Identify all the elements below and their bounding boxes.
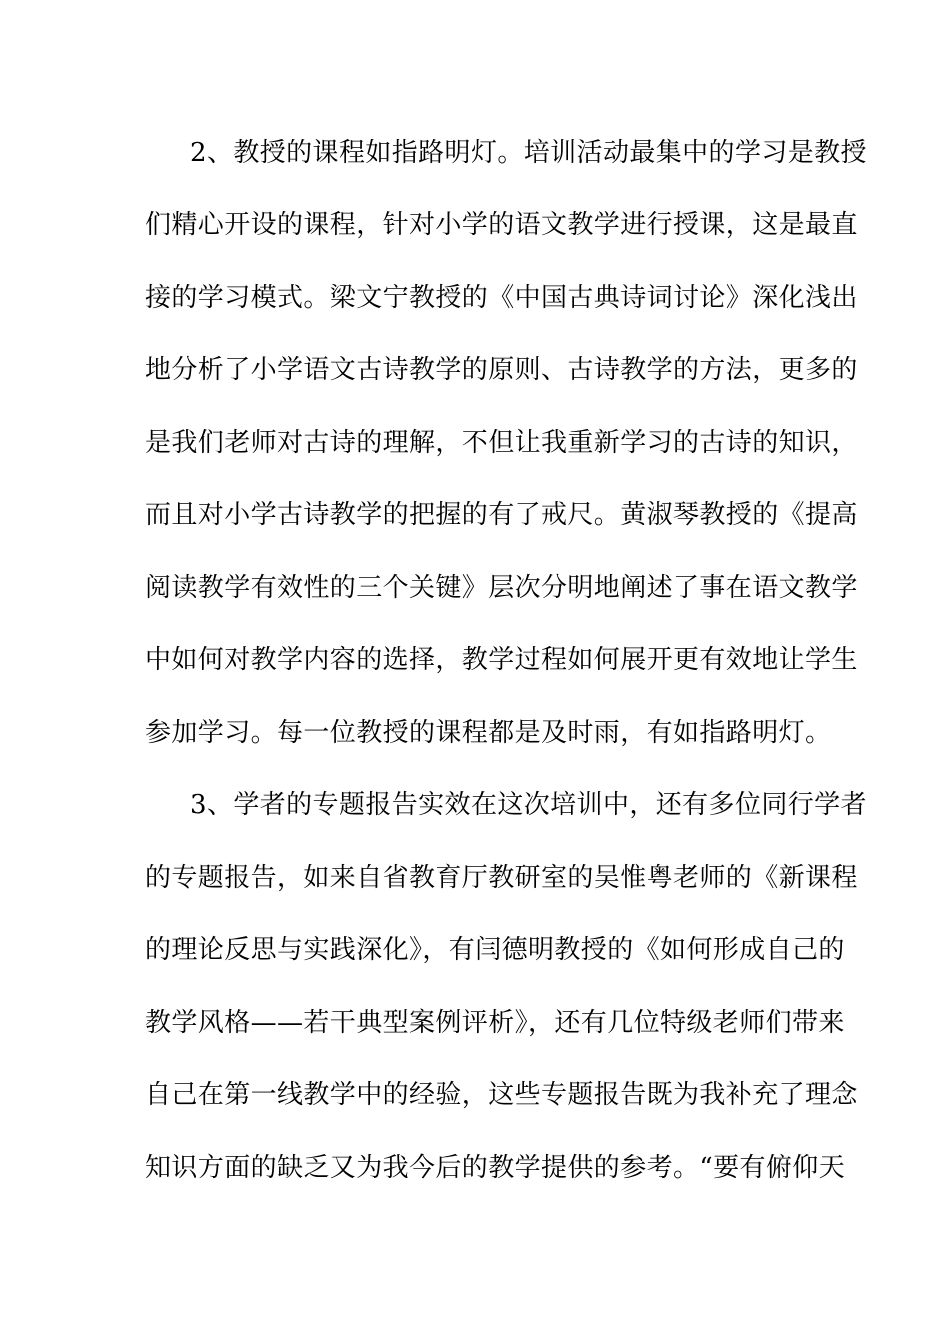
paragraph-3-line-1: 3、学者的专题报告实效在这次培训中，还有多位同行学者 — [190, 790, 867, 820]
paragraph-2-line-1: 2、教授的课程如指路明灯。培训活动最集中的学习是教授 — [190, 138, 867, 168]
paragraph-3-line-6: 知识方面的缺乏又为我今后的教学提供的参考。“要有俯仰天 — [145, 1153, 846, 1183]
paragraph-3-line-5: 自己在第一线教学中的经验，这些专题报告既为我补充了理念 — [145, 1080, 858, 1110]
paragraph-2-line-2: 们精心开设的课程，针对小学的语文教学进行授课，这是最直 — [145, 210, 858, 240]
paragraph-3-line-4: 教学风格——若干典型案例评析》，还有几位特级老师们带来 — [145, 1008, 845, 1038]
paragraph-2-line-9: 参加学习。每一位教授的课程都是及时雨，有如指路明灯。 — [145, 718, 832, 748]
paragraph-2-line-8: 中如何对教学内容的选择，教学过程如何展开更有效地让学生 — [145, 645, 858, 675]
paragraph-2-line-3: 接的学习模式。梁文宁教授的《中国古典诗词讨论》深化浅出 — [145, 283, 858, 313]
paragraph-3-line-3: 的理论反思与实践深化》，有闫德明教授的《如何形成自己的 — [145, 935, 845, 965]
paragraph-2-line-6: 而且对小学古诗教学的把握的有了戒尺。黄淑琴教授的《提高 — [145, 500, 858, 530]
paragraph-2-line-4: 地分析了小学语文古诗教学的原则、古诗教学的方法，更多的 — [145, 355, 858, 385]
paragraph-3-line-2: 的专题报告，如来自省教育厅教研室的吴惟粤老师的《新课程 — [145, 863, 858, 893]
paragraph-2-line-7: 阅读教学有效性的三个关键》层次分明地阐述了事在语文教学 — [145, 573, 858, 603]
paragraph-2-line-5: 是我们老师对古诗的理解，不但让我重新学习的古诗的知识， — [145, 428, 858, 458]
